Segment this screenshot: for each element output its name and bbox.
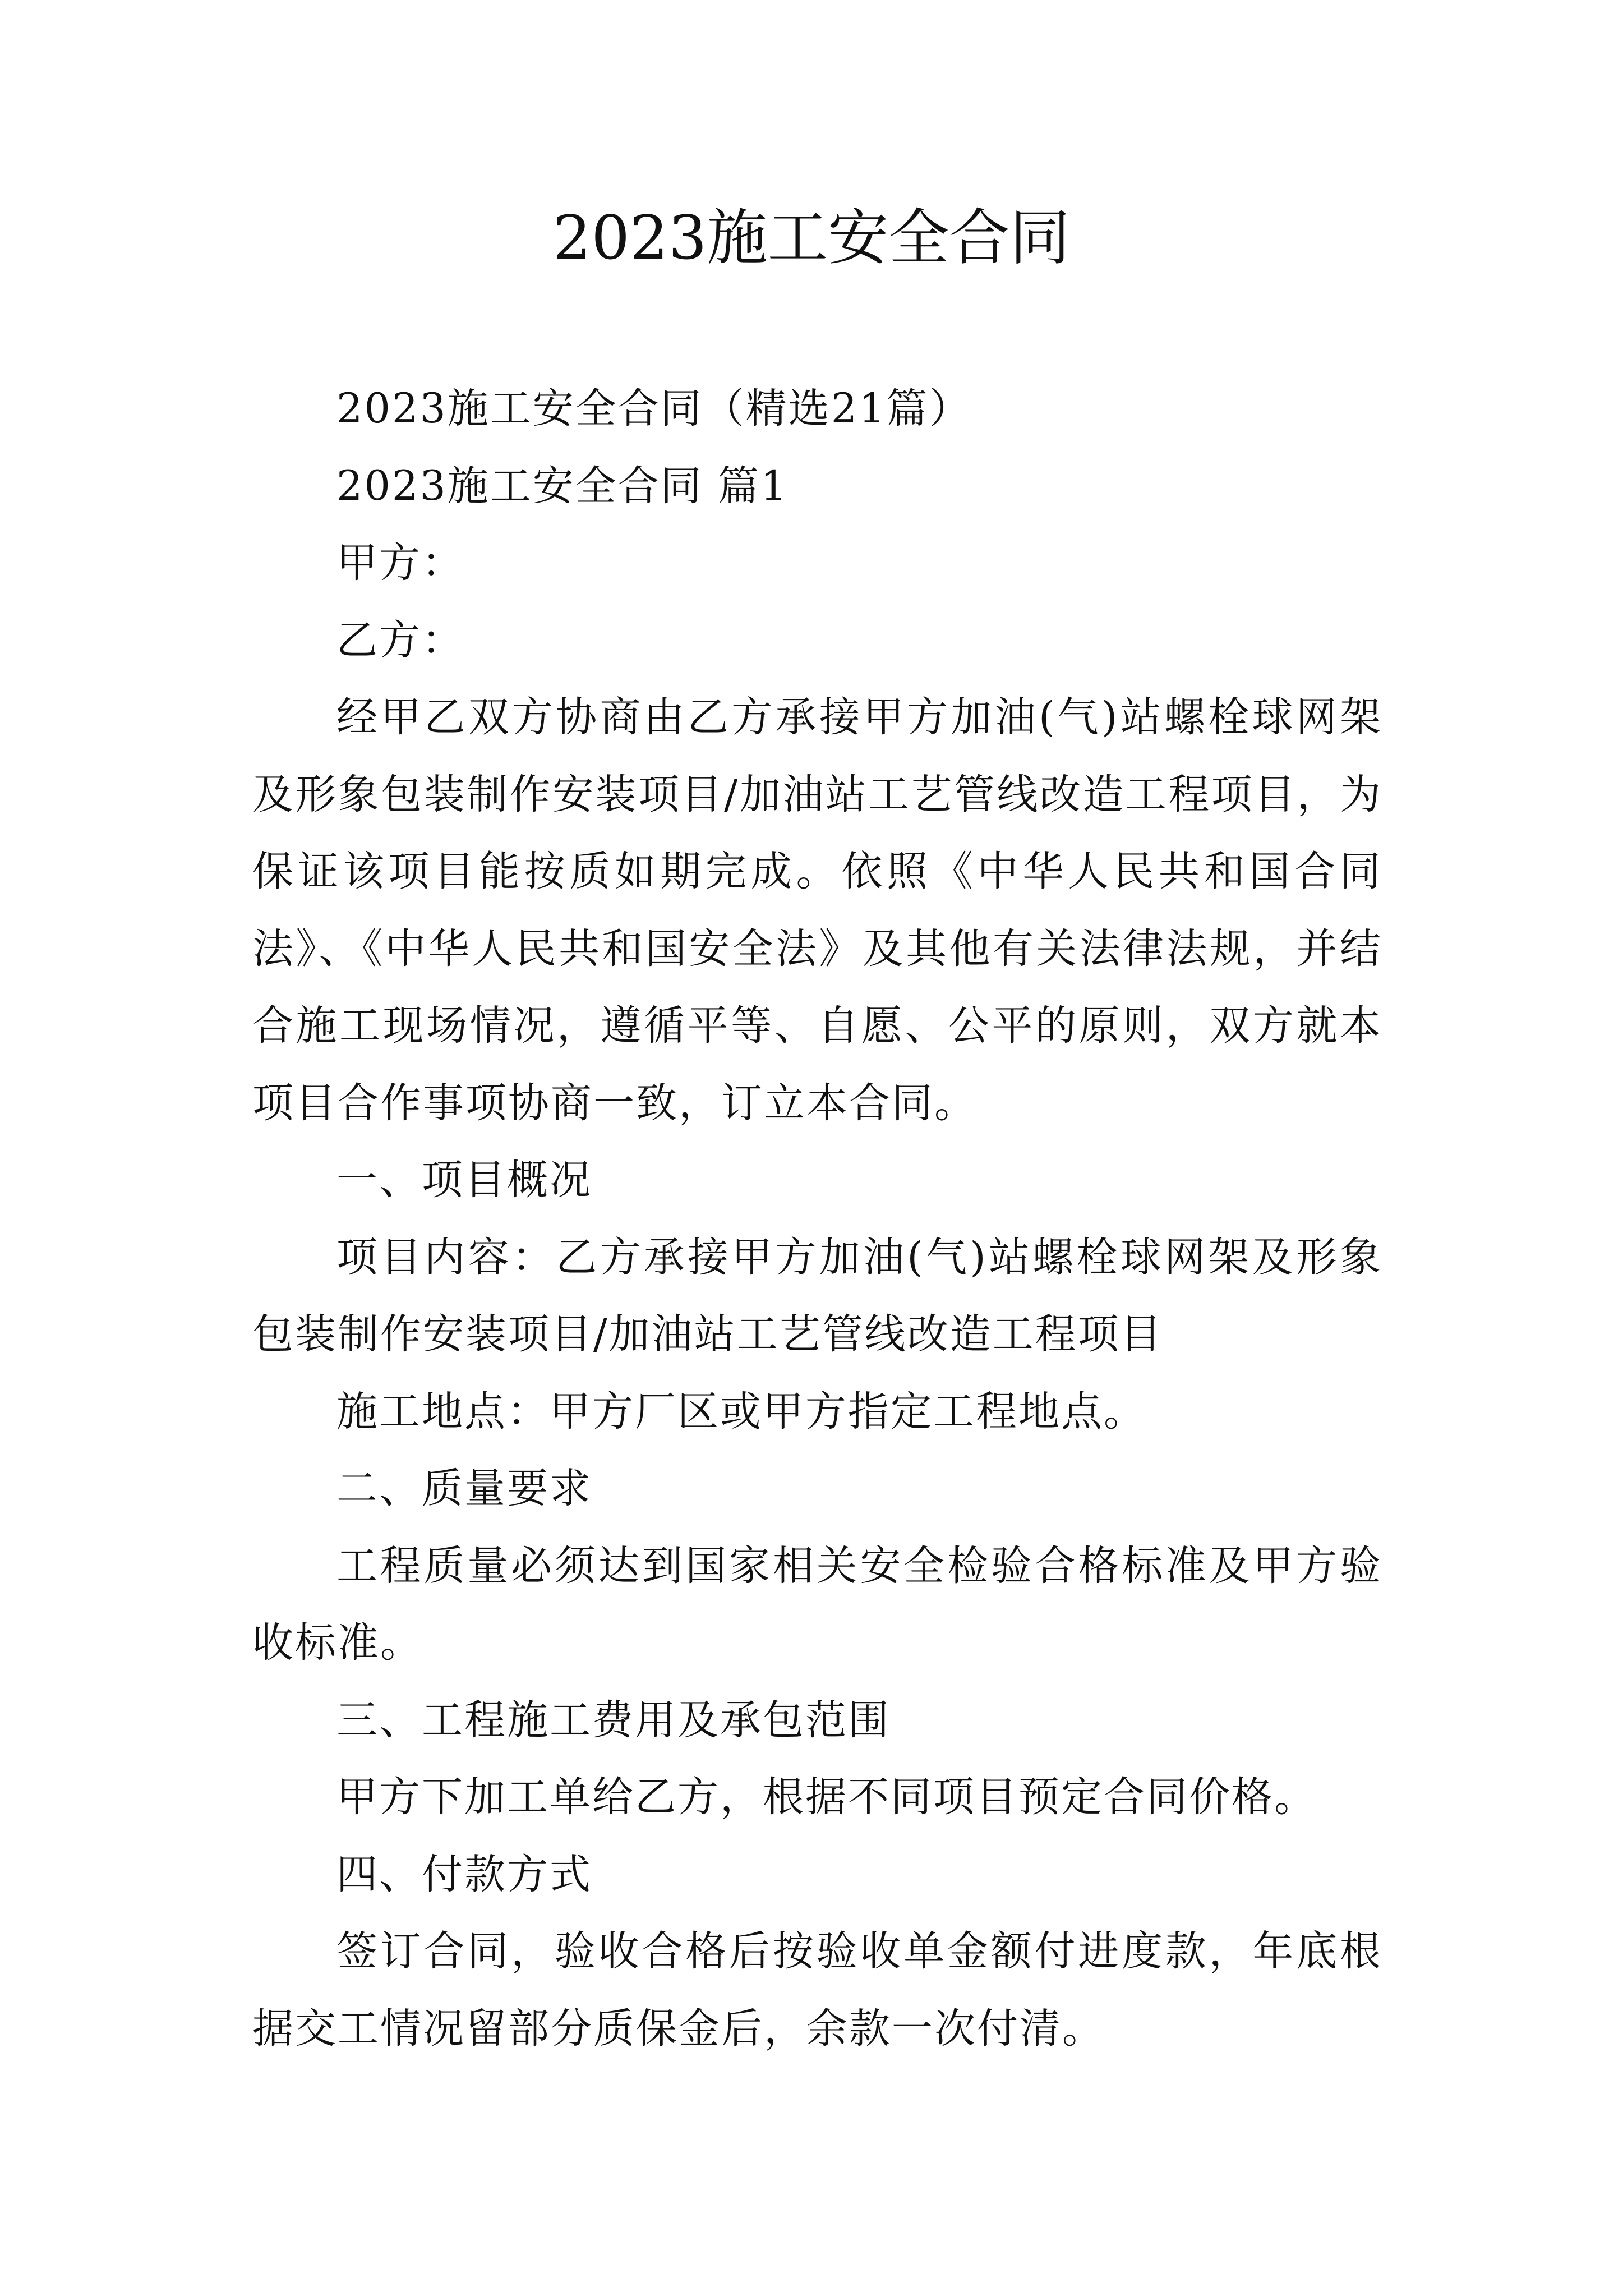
paragraph-project-content: 项目内容：乙方承接甲方加油(气)站螺栓球网架及形象包装制作安装项目/加油站工艺管线改造工程项目 bbox=[252, 1233, 1382, 1358]
paragraph-fees: 甲方下加工单给乙方，根据不同项目预定合同价格。 bbox=[336, 1773, 1317, 1821]
paragraph-heading-3: 三、工程施工费用及承包范围 bbox=[336, 1696, 891, 1744]
paragraph-preamble: 经甲乙双方协商由乙方承接甲方加油(气)站螺栓球网架及形象包装制作安装项目/加油站工艺管线改造工程项目，为保证该项目能按质如期完成。依照《中华人民共和国合同法》、《中华人民共和国安全法》及其他有关法律法规，并结合施工现场情况，遵循平等、自愿、公平的原则，双方就本项目合作事项协商一致，订立本合同。 bbox=[252, 693, 1382, 1127]
paragraph-party-a: 甲方： bbox=[336, 539, 464, 587]
paragraph-quality: 工程质量必须达到国家相关安全检验合格标准及甲方验收标准。 bbox=[252, 1542, 1382, 1667]
document-body bbox=[252, 370, 1382, 2067]
paragraph-heading-1: 一、项目概况 bbox=[336, 1156, 592, 1204]
paragraph-subtitle: 2023施工安全合同（精选21篇） bbox=[336, 385, 972, 432]
paragraph-heading-4: 四、付款方式 bbox=[336, 1850, 592, 1898]
paragraph-payment: 签订合同，验收合格后按验收单金额付进度款，年底根据交工情况留部分质保金后，余款一次付清。 bbox=[252, 1927, 1382, 2053]
document-title: 2023施工安全合同 bbox=[552, 203, 1071, 273]
paragraph-section-heading: 2023施工安全合同 篇1 bbox=[336, 462, 789, 510]
paragraph-heading-2: 二、质量要求 bbox=[336, 1465, 592, 1512]
paragraph-construction-site: 施工地点：甲方厂区或甲方指定工程地点。 bbox=[336, 1387, 1146, 1435]
paragraph-party-b: 乙方： bbox=[336, 616, 464, 664]
